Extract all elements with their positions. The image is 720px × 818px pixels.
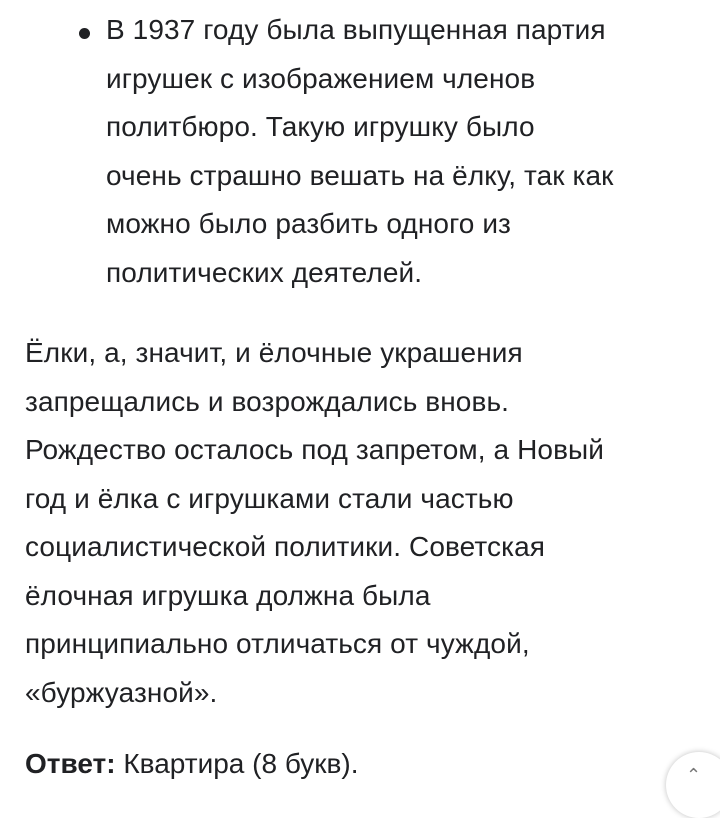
paragraph-line: ёлочная игрушка должна была: [25, 579, 431, 611]
answer-text: Квартира (8 букв).: [115, 748, 359, 779]
bullet-line: политических деятелей.: [106, 256, 423, 288]
list-item: [0, 6, 706, 297]
answer-label: Ответ:: [25, 748, 116, 779]
bullet-line: В 1937 году была выпущенная партия: [106, 14, 606, 45]
bullet-line: игрушек с изображением членов: [106, 62, 536, 94]
paragraph-line: социалистической политики. Советская: [25, 531, 546, 562]
floating-expand-button[interactable]: [666, 752, 720, 818]
paragraph-line: «буржуазной».: [25, 676, 218, 708]
paragraph-line: Рождество осталось под запретом, а Новый: [25, 434, 605, 465]
bullet-dot-icon: [79, 28, 90, 39]
paragraph-line: год и ёлка с игрушками стали частью: [25, 482, 514, 514]
expand-icon: ⌃: [686, 765, 702, 785]
bullet-line: очень страшно вешать на ёлку, так как: [106, 159, 614, 191]
paragraph-line: Ёлки, а, значит, и ёлочные украшения: [25, 337, 523, 368]
answer-line: [25, 740, 358, 788]
bullet-line: политбюро. Такую игрушку было: [106, 111, 535, 142]
bullet-list: [0, 6, 706, 297]
body-paragraph: [25, 329, 715, 717]
bullet-line: можно было разбить одного из: [106, 208, 511, 239]
paragraph-line: принципиально отличаться от чуждой,: [25, 628, 530, 659]
paragraph-line: запрещались и возрождались вновь.: [25, 385, 510, 417]
